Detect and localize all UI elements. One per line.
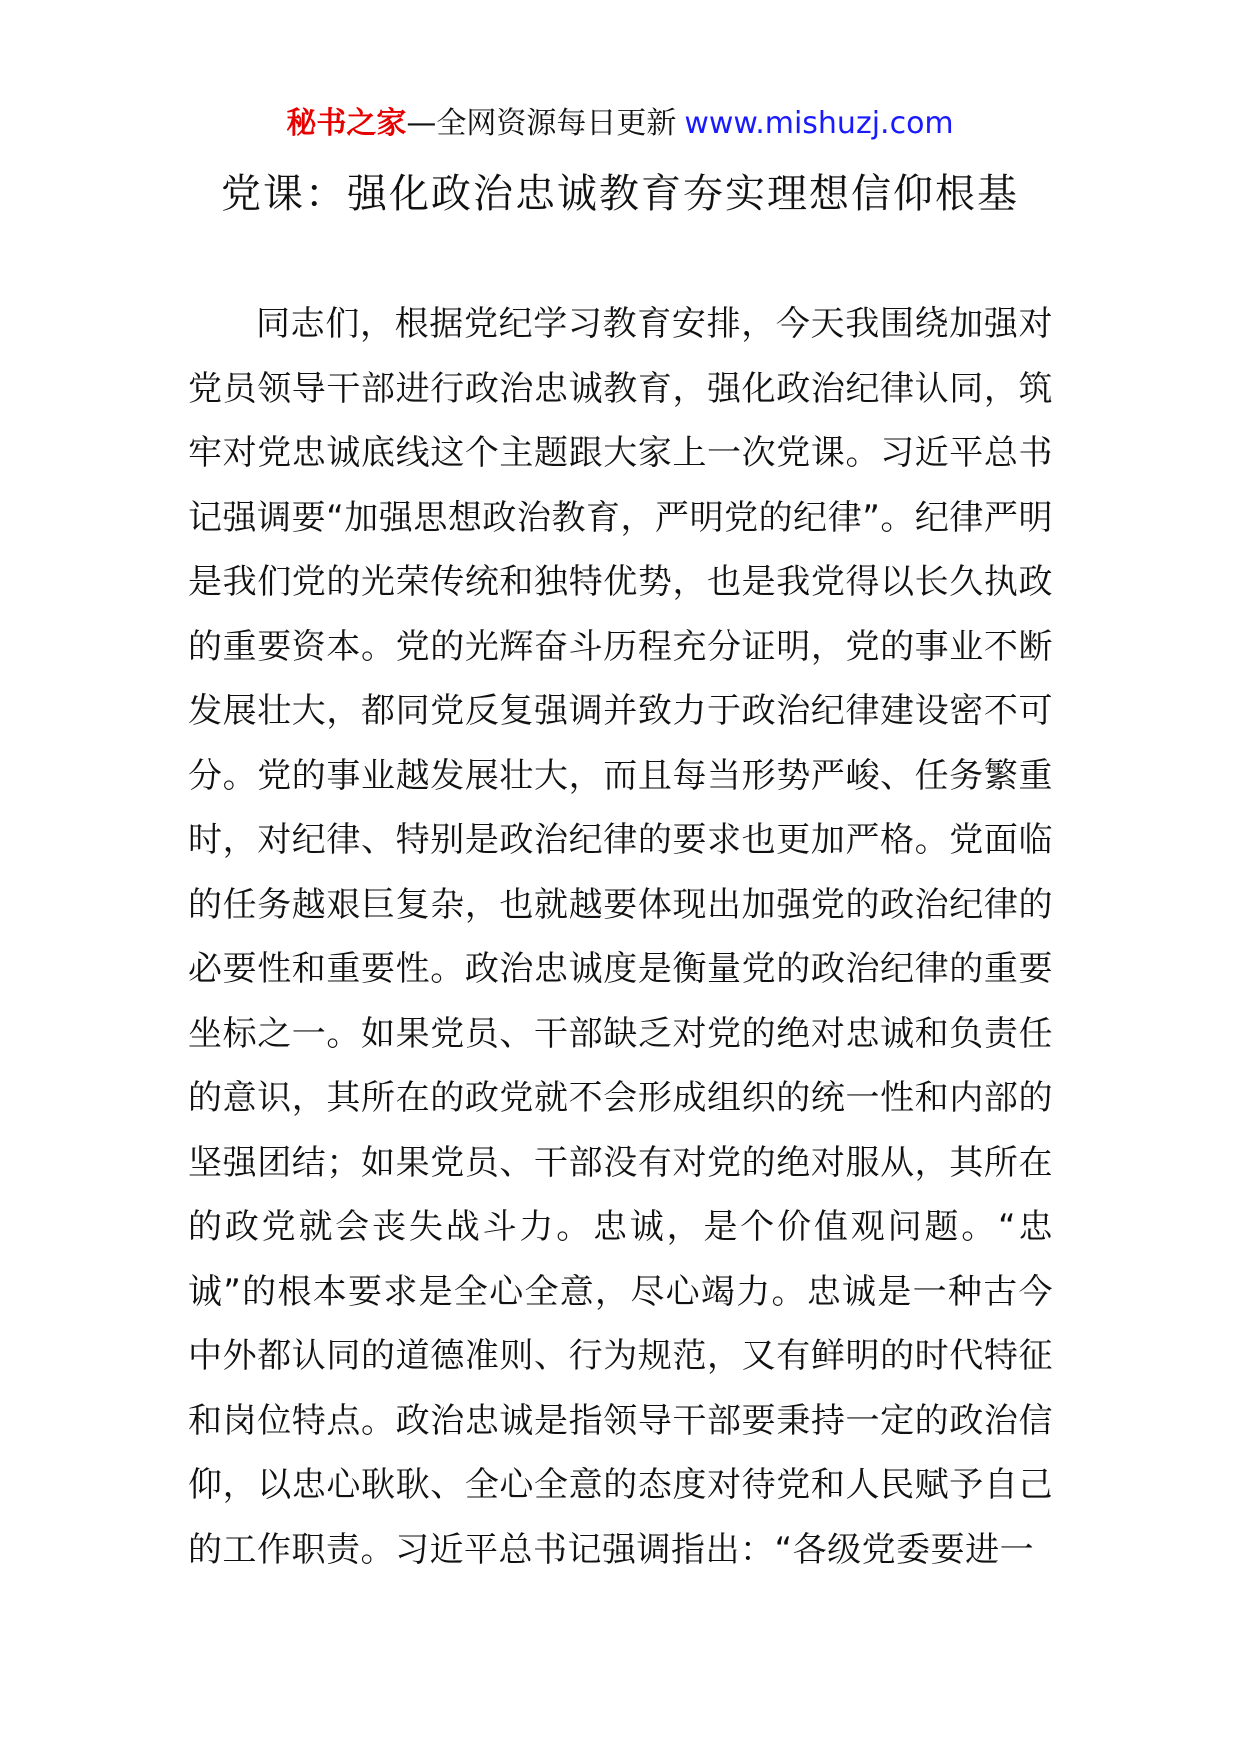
body-paragraph: 同志们，根据党纪学习教育安排，今天我围绕加强对党员领导干部进行政治忠诚教育，强化政治纪律认同，筑牢对党忠诚底线这个主题跟大家上一次党课。习近平总书记强调要“加强思想政治教育，严明党的纪律”。纪律严明是我们党的光荣传统和独特优势，也是我党得以长久执政的重要资本。党的光辉奋斗历程充分证明，党的事业不断发展壮大，都同党反复强调并致力于政治纪律建设密不可分。党的事业越发展壮大，而且每当形势严峻、任务繁重时，对纪律、特别是政治纪律的要求也更加严格。党面临的任务越艰巨复杂，也就越要体现出加强党的政治纪律的必要性和重要性。政治忠诚度是衡量党的政治纪律的重要坐标之一。如果党员、干部缺乏对党的绝对忠诚和负责任的意识，其所在的政党就不会形成组织的统一性和内部的坚强团结；如果党员、干部没有对党的绝对服从，其所在的政党就会丧失战斗力。忠诚，是个价值观问题。“忠诚”的根本要求是全心全意，尽心竭力。忠诚是一种古今中外都认同的道德准则、行为规范，又有鲜明的时代特征和岗位特点。政治忠诚是指领导干部要秉持一定的政治信仰，以忠心耿耿、全心全意的态度对待党和人民赋予自己的工作职责。习近平总书记强调指出：“各级党委要进一 <box>188 304 1053 1570</box>
brand-name: 秘书之家 <box>286 106 407 141</box>
site-header <box>0 104 1240 144</box>
site-url-link[interactable]: www.mishuzj.com <box>684 106 954 141</box>
document-title: 党课：强化政治忠诚教育夯实理想信仰根基 <box>221 171 1019 217</box>
site-tagline: —全网资源每日更新 <box>406 106 677 141</box>
